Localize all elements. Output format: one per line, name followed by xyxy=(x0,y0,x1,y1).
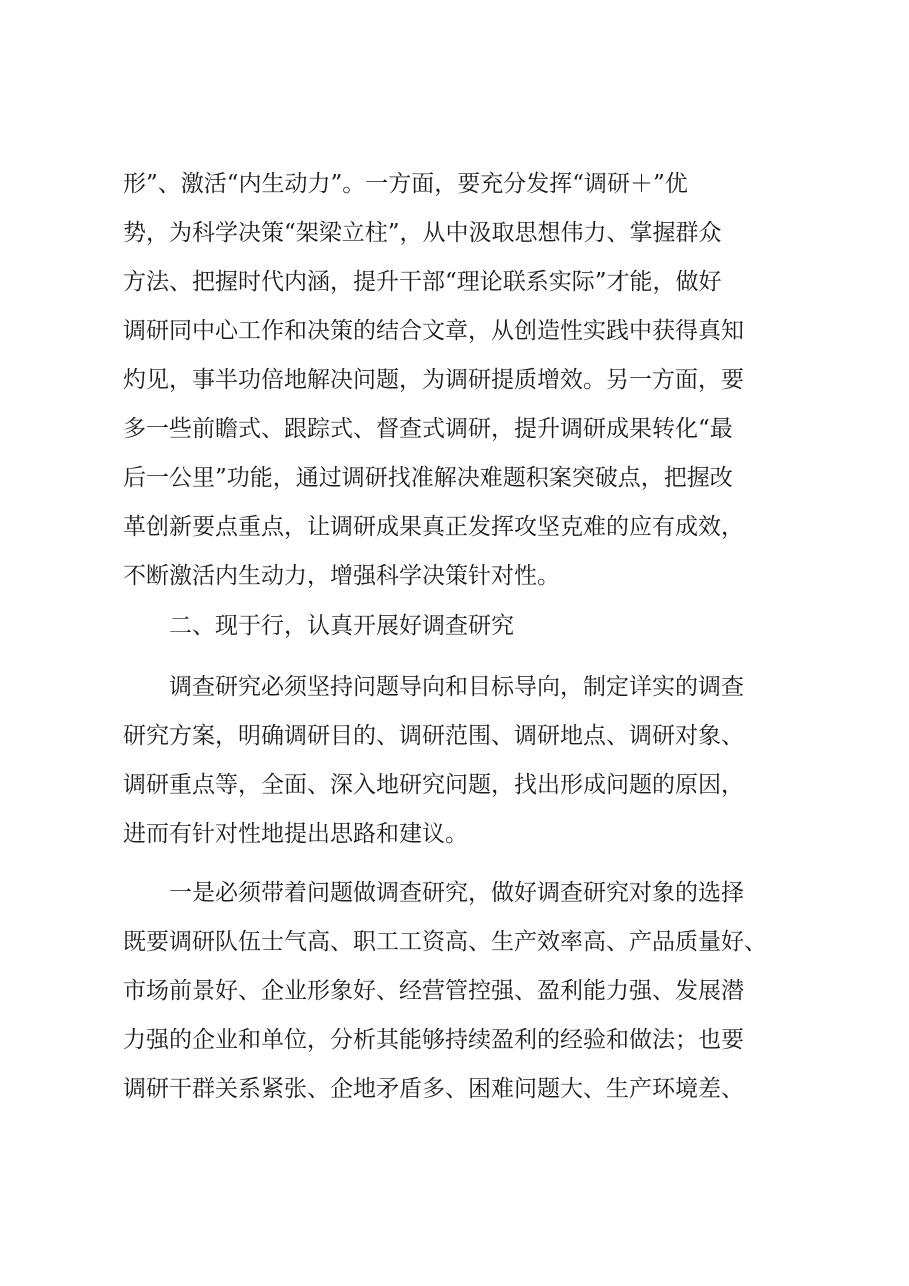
paragraph-line: 方法、把握时代内涵，提升干部“理论联系实际”才能，做好 xyxy=(123,269,722,295)
paragraph-line: 市场前景好、企业形象好、经营管控强、盈利能力强、发展潜 xyxy=(123,978,744,1004)
paragraph-line: 后一公里”功能，通过调研找准解决难题积案突破点，把握改 xyxy=(123,465,733,491)
paragraph-line: 灼见，事半功倍地解决问题，为调研提质增效。另一方面，要 xyxy=(123,367,744,393)
paragraph-line: 形”、激活“内生动力”。一方面，要充分发挥“调研＋”优 xyxy=(123,171,688,197)
paragraph-line: 一是必须带着问题做调查研究，做好调查研究对象的选择 xyxy=(169,880,744,906)
paragraph-line: 势，为科学决策“架梁立柱”，从中汲取思想伟力、掌握群众 xyxy=(123,220,722,246)
paragraph-line: 调研重点等，全面、深入地研究问题，找出形成问题的原因， xyxy=(123,772,744,798)
paragraph-line: 调查研究必须坚持问题导向和目标导向，制定详实的调查 xyxy=(169,674,744,700)
paragraph-line: 既要调研队伍士气高、职工工资高、生产效率高、产品质量好、 xyxy=(123,929,767,955)
paragraph-line: 革创新要点重点，让调研成果真正发挥攻坚克难的应有成效， xyxy=(123,514,744,540)
paragraph-line: 不断激活内生动力，增强科学决策针对性。 xyxy=(123,563,560,589)
paragraph-line: 力强的企业和单位，分析其能够持续盈利的经验和做法；也要 xyxy=(123,1027,744,1053)
paragraph-line: 进而有针对性地提出思路和建议。 xyxy=(123,821,468,847)
paragraph-line: 研究方案，明确调研目的、调研范围、调研地点、调研对象、 xyxy=(123,723,744,749)
paragraph-line: 调研干群关系紧张、企地矛盾多、困难问题大、生产环境差、 xyxy=(123,1076,744,1102)
section-heading: 二、现于行，认真开展好调查研究 xyxy=(169,613,514,639)
paragraph-line: 调研同中心工作和决策的结合文章，从创造性实践中获得真知 xyxy=(123,318,744,344)
paragraph-line: 多一些前瞻式、跟踪式、督查式调研，提升调研成果转化“最 xyxy=(123,416,733,442)
